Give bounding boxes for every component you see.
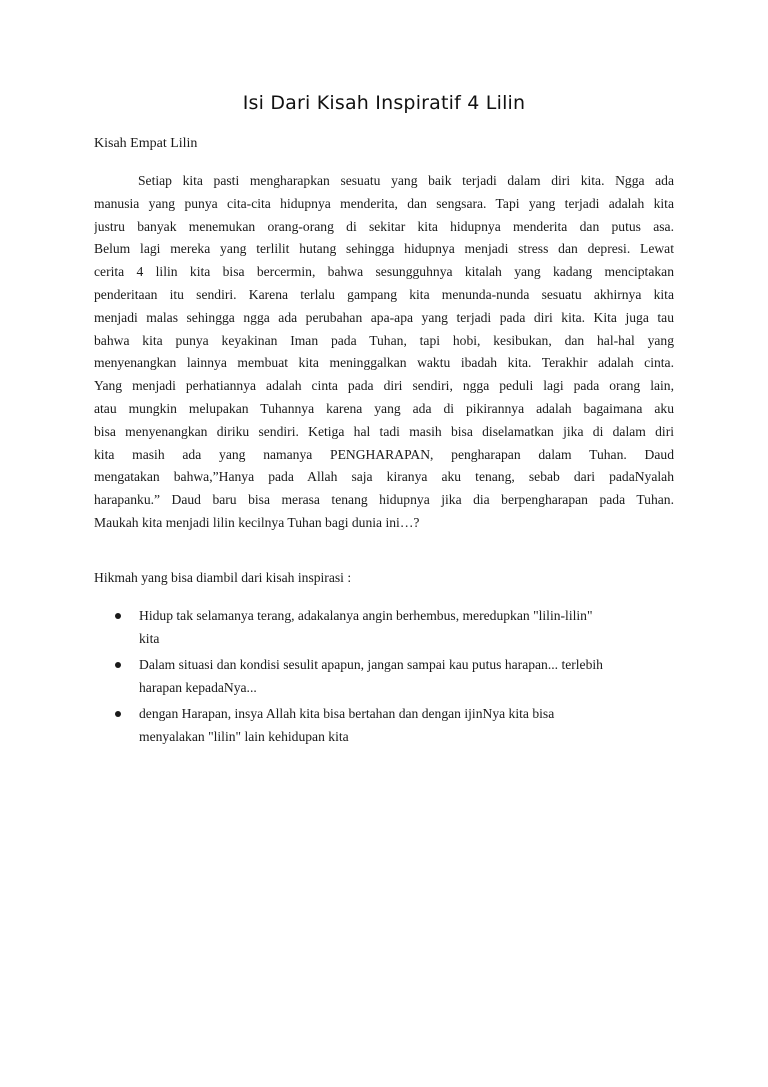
list-item-line: harapan kepadaNya... <box>139 679 257 695</box>
paragraph-line: Setiap kita pasti mengharapkan sesuatu yang baik terjadi dalam diri kita. Ngga ada <box>138 173 674 188</box>
paragraph-line: penderitaan itu sendiri. Karena terlalu gampang kita menunda-nunda sesuatu akhirnya kita <box>94 286 674 302</box>
paragraph-line: bisa menyenangkan diriku sendiri. Ketiga hal tadi masih bisa diselamatkan jika di dalam diri <box>94 423 674 439</box>
bullet-icon <box>115 711 121 717</box>
story-paragraph <box>94 170 674 535</box>
list-item-line: menyalakan "lilin" lain kehidupan kita <box>139 728 349 744</box>
list-item-line: kita <box>139 630 160 646</box>
bullet-icon <box>115 613 121 619</box>
paragraph-line: menyenangkan lainnya membuat kita meninggalkan waktu ibadah kita. Terakhir adalah cinta. <box>94 355 674 371</box>
paragraph-line: bahwa kita punya keyakinan Iman pada Tuhan, tapi hobi, kesibukan, dan hal-hal yang <box>94 332 674 348</box>
list-item <box>110 654 670 699</box>
paragraph-line: kita masih ada yang namanya PENGHARAPAN, pengharapan dalam Tuhan. Daud <box>94 446 674 462</box>
list-item-line: dengan Harapan, insya Allah kita bisa bertahan dan dengan ijinNya kita bisa <box>139 706 555 721</box>
story-subheading: Kisah Empat Lilin <box>94 136 198 151</box>
paragraph-line: harapanku.” Daud baru bisa merasa tenang hidupnya jika dia berpengharapan pada Tuhan. <box>94 492 674 508</box>
list-item-line: Hidup tak selamanya terang, adakalanya angin berhembus, meredupkan "lilin-lilin" <box>139 608 593 623</box>
list-item <box>110 605 670 650</box>
paragraph-line: justru banyak menemukan orang-orang di sekitar kita hidupnya menderita dan putus asa. <box>94 218 674 234</box>
paragraph-line: atau mungkin melupakan Tuhannya karena yang ada di pikirannya adalah bagaimana aku <box>94 400 674 416</box>
hikmah-heading: Hikmah yang bisa diambil dari kisah inspirasi : <box>94 570 352 585</box>
paragraph-line: Maukah kita menjadi lilin kecilnya Tuhan bagi dunia ini…? <box>94 514 420 530</box>
paragraph-line: mengatakan bahwa,”Hanya pada Allah saja kiranya aku tenang, sebab dari padaNyalah <box>94 469 674 485</box>
paragraph-line: cerita 4 lilin kita bisa bercermin, bahwa sesungguhnya kitalah yang kadang menciptakan <box>94 264 674 280</box>
list-item <box>110 703 670 748</box>
paragraph-line: menjadi malas sehingga ngga ada perubahan apa-apa yang terjadi pada diri kita. Kita juga tau <box>94 309 674 325</box>
paragraph-line: Belum lagi mereka yang terlilit hutang sehingga hidupnya menjadi stress dan depresi. Lewat <box>94 241 674 257</box>
paragraph-line: Yang menjadi perhatiannya adalah cinta pada diri sendiri, ngga peduli lagi pada orang lain, <box>94 378 674 394</box>
hikmah-list <box>110 605 670 752</box>
document-title: Isi Dari Kisah Inspiratif 4 Lilin <box>242 92 526 114</box>
paragraph-line: manusia yang punya cita-cita hidupnya menderita, dan sengsara. Tapi yang terjadi adalah kita <box>94 195 674 211</box>
bullet-icon <box>115 662 121 668</box>
list-item-line: Dalam situasi dan kondisi sesulit apapun, jangan sampai kau putus harapan... terlebih <box>139 657 603 672</box>
